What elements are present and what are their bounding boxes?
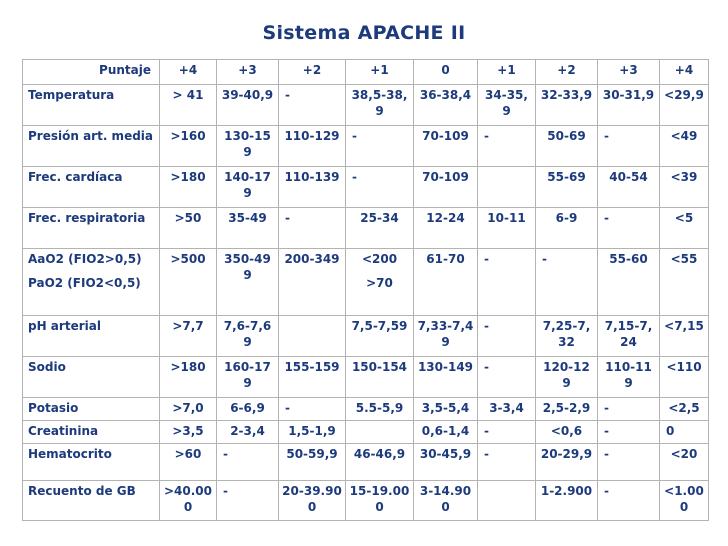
table-cell: <39 [660, 167, 709, 208]
table-cell: 36-38,4 [414, 85, 478, 126]
table-cell: <7,15 [660, 316, 709, 357]
row-label [23, 249, 160, 316]
cell-line: <200 [361, 252, 398, 266]
table-cell: 3-3,4 [478, 398, 536, 421]
table-cell: 6-6,9 [217, 398, 279, 421]
table-cell: 6-9 [536, 208, 598, 249]
table-cell: - [279, 208, 346, 249]
table-cell: 10-11 [478, 208, 536, 249]
table-cell [478, 167, 536, 208]
table-cell: 50-69 [536, 126, 598, 167]
table-cell: <2,5 [660, 398, 709, 421]
table-cell: >500 [160, 249, 217, 316]
table-cell: > 41 [160, 85, 217, 126]
table-cell: 130-159 [217, 126, 279, 167]
row-label: Sodio [23, 357, 160, 398]
table-cell: >7,7 [160, 316, 217, 357]
row-label: Presión art. media [23, 126, 160, 167]
table-row [23, 167, 709, 208]
table-cell: >180 [160, 167, 217, 208]
table-cell: 110-129 [279, 126, 346, 167]
table-cell [346, 421, 414, 444]
table-cell: - [346, 126, 414, 167]
table-cell: 15-19.000 [346, 481, 414, 521]
table-row [23, 249, 709, 316]
table-row [23, 421, 709, 444]
table-cell: <20 [660, 444, 709, 481]
page-title: Sistema APACHE II [262, 22, 466, 44]
table-cell: 155-159 [279, 357, 346, 398]
table-cell: 46-46,9 [346, 444, 414, 481]
table-cell [478, 481, 536, 521]
table-cell: - [478, 316, 536, 357]
table-cell: 55-69 [536, 167, 598, 208]
table-cell: 2-3,4 [217, 421, 279, 444]
table-cell: - [598, 126, 660, 167]
table-cell: - [217, 444, 279, 481]
table-cell [279, 316, 346, 357]
table-cell: - [478, 357, 536, 398]
table-row [23, 357, 709, 398]
table-cell: - [478, 126, 536, 167]
table-cell: 61-70 [414, 249, 478, 316]
table-cell: 7,25-7,32 [536, 316, 598, 357]
table-cell [346, 249, 414, 316]
table-cell: 140-179 [217, 167, 279, 208]
table-cell: 110-119 [598, 357, 660, 398]
table-cell: - [536, 249, 598, 316]
row-label: Creatinina [23, 421, 160, 444]
table-cell: 3-14.900 [414, 481, 478, 521]
header-col: +2 [536, 60, 598, 85]
table-cell: 30-45,9 [414, 444, 478, 481]
row-label: Potasio [23, 398, 160, 421]
table-cell: - [478, 249, 536, 316]
table-cell: 1-2.900 [536, 481, 598, 521]
row-label: Recuento de GB [23, 481, 160, 521]
table-cell: - [598, 481, 660, 521]
table-cell: <110 [660, 357, 709, 398]
table-cell: 110-139 [279, 167, 346, 208]
table-cell: 25-34 [346, 208, 414, 249]
table-row [23, 208, 709, 249]
header-col: +3 [598, 60, 660, 85]
header-col: +3 [217, 60, 279, 85]
table-cell: 7,15-7,24 [598, 316, 660, 357]
row-label: Hematocrito [23, 444, 160, 481]
table-cell: 2,5-2,9 [536, 398, 598, 421]
table-cell: 7,5-7,59 [346, 316, 414, 357]
header-col: +4 [160, 60, 217, 85]
table-row [23, 126, 709, 167]
table-cell: 34-35,9 [478, 85, 536, 126]
table-cell: - [217, 481, 279, 521]
label-line: PaO2 (FIO2<0,5) [28, 276, 141, 290]
table-cell: 0 [660, 421, 709, 444]
table-cell: 39-40,9 [217, 85, 279, 126]
table-row [23, 316, 709, 357]
table-cell: >40.000 [160, 481, 217, 521]
table-cell: >160 [160, 126, 217, 167]
table-cell: 150-154 [346, 357, 414, 398]
table-cell: - [598, 421, 660, 444]
table-cell: 160-179 [217, 357, 279, 398]
table-cell: 55-60 [598, 249, 660, 316]
table-cell: 120-129 [536, 357, 598, 398]
table-cell: >7,0 [160, 398, 217, 421]
table-cell: 3,5-5,4 [414, 398, 478, 421]
table-row [23, 444, 709, 481]
table-cell: <55 [660, 249, 709, 316]
table-cell: 200-349 [279, 249, 346, 316]
table-cell: 12-24 [414, 208, 478, 249]
table-cell: 0,6-1,4 [414, 421, 478, 444]
table-cell: - [598, 398, 660, 421]
table-cell: 70-109 [414, 167, 478, 208]
table-cell: 20-29,9 [536, 444, 598, 481]
table-cell: 35-49 [217, 208, 279, 249]
row-label: Frec. respiratoria [23, 208, 160, 249]
table-cell: 7,6-7,69 [217, 316, 279, 357]
table-cell: - [478, 421, 536, 444]
table-cell: - [598, 444, 660, 481]
table-cell: <5 [660, 208, 709, 249]
table-row [23, 85, 709, 126]
row-label: Frec. cardíaca [23, 167, 160, 208]
table-cell: 30-31,9 [598, 85, 660, 126]
table-cell: 40-54 [598, 167, 660, 208]
header-col: 0 [414, 60, 478, 85]
header-col: +4 [660, 60, 709, 85]
table-cell: >3,5 [160, 421, 217, 444]
table-cell: 1,5-1,9 [279, 421, 346, 444]
row-label: Temperatura [23, 85, 160, 126]
table-cell: >50 [160, 208, 217, 249]
table-cell: <1.000 [660, 481, 709, 521]
header-label: Puntaje [23, 60, 160, 85]
apache-table [22, 59, 709, 521]
header-col: +1 [478, 60, 536, 85]
table-cell: <29,9 [660, 85, 709, 126]
table-cell: - [478, 444, 536, 481]
table-cell: <0,6 [536, 421, 598, 444]
row-label: pH arterial [23, 316, 160, 357]
table-cell: - [279, 85, 346, 126]
table-cell: 38,5-38,9 [346, 85, 414, 126]
table-cell: 350-499 [217, 249, 279, 316]
header-col: +1 [346, 60, 414, 85]
header-row [23, 60, 709, 85]
table-cell: 130-149 [414, 357, 478, 398]
cell-line: >70 [366, 276, 393, 290]
table-cell: 32-33,9 [536, 85, 598, 126]
label-line: AaO2 (FIO2>0,5) [28, 252, 142, 266]
table-cell: 50-59,9 [279, 444, 346, 481]
table-cell: - [346, 167, 414, 208]
table-cell: 20-39.900 [279, 481, 346, 521]
header-col: +2 [279, 60, 346, 85]
table-cell: <49 [660, 126, 709, 167]
table-row [23, 481, 709, 521]
table-cell: 5.5-5,9 [346, 398, 414, 421]
table-cell: - [279, 398, 346, 421]
table-row [23, 398, 709, 421]
table-cell: 7,33-7,49 [414, 316, 478, 357]
table-cell: 70-109 [414, 126, 478, 167]
table-cell: - [598, 208, 660, 249]
table-cell: >180 [160, 357, 217, 398]
table-cell: >60 [160, 444, 217, 481]
